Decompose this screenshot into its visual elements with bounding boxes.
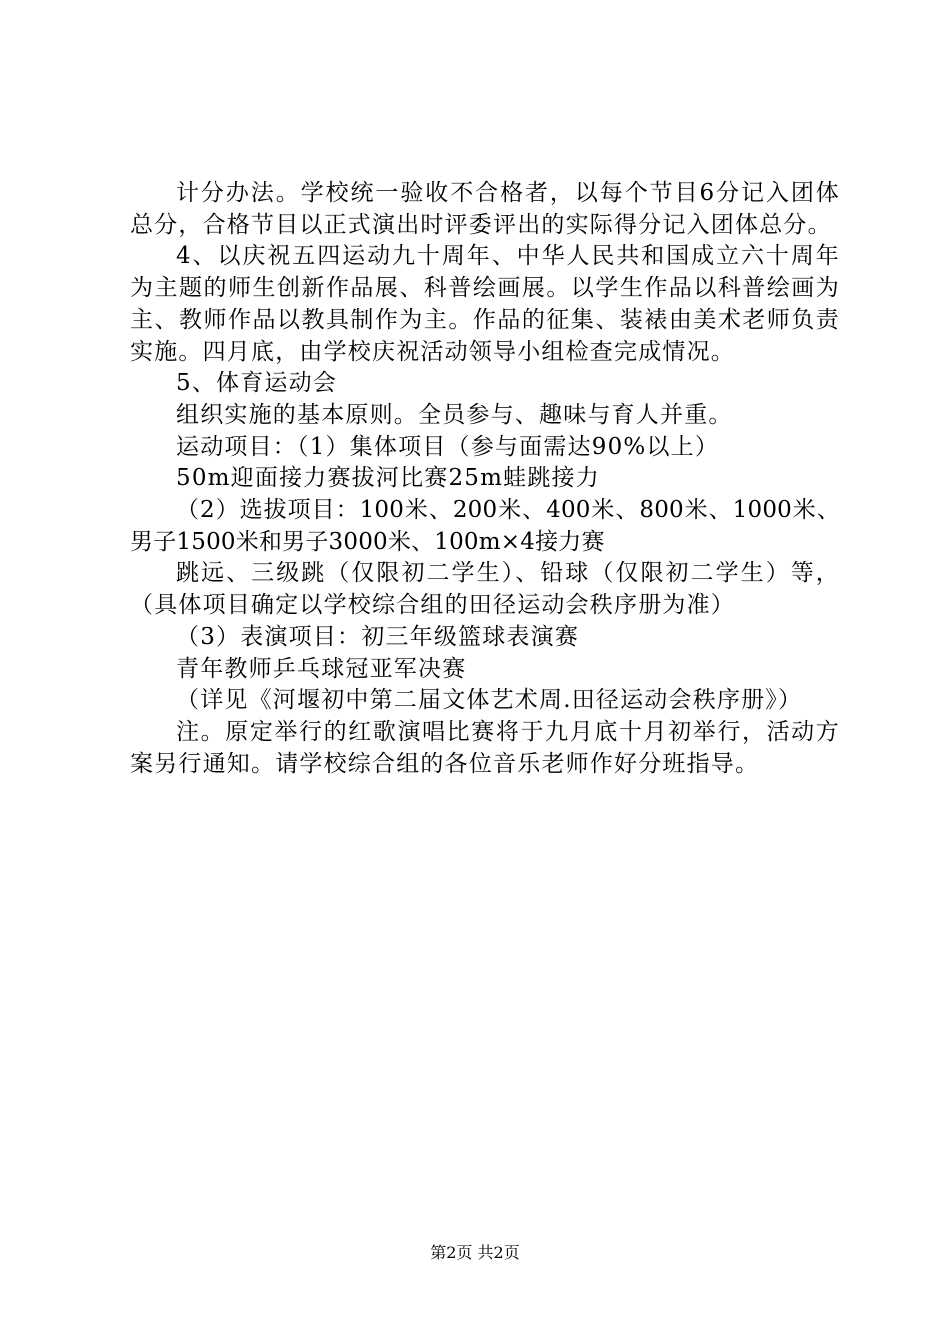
paragraph-group-events: 50m迎面接力赛拔河比赛25m蛙跳接力 bbox=[176, 465, 600, 492]
paragraph-note: 注。原定举行的红歌演唱比赛将于九月底十月初举行，活动方案另行通知。请学校综合组的各位音乐老师作好分班指导。 bbox=[130, 718, 840, 777]
paragraph-scoring-method: 计分办法。学校统一验收不合格者，以每个节目6分记入团体总分，合格节目以正式演出时评委评出的实际得分记入团体总分。 bbox=[130, 180, 840, 238]
paragraph-basic-principle: 组织实施的基本原则。全员参与、趣味与育人并重。 bbox=[176, 401, 733, 428]
paragraph-art-exhibition: 4、以庆祝五四运动九十周年、中华人民共和国成立六十周年为主题的师生创新作品展、科普绘画展。以学生作品以科普绘画为主、教师作品以教具制作为主。作品的征集、装裱由美术老师负责实施。四月底，由学校庆祝活动领导小组检查完成情况。 bbox=[130, 243, 840, 365]
page-footer bbox=[0, 1243, 950, 1263]
paragraph-table-tennis: 青年教师乒乓球冠亚军决赛 bbox=[176, 655, 467, 682]
paragraph-field-events: 跳远、三级跳（仅限初二学生）、铅球（仅限初二学生）等，（具体项目确定以学校综合组的田径运动会秩序册为准） bbox=[130, 560, 840, 619]
paragraph-performance-events: （3）表演项目：初三年级篮球表演赛 bbox=[176, 623, 580, 650]
paragraph-sports-items: 运动项目：（1）集体项目（参与面需达90%以上） bbox=[176, 433, 720, 460]
paragraph-selection-events: （2）选拔项目：100米、200米、400米、800米、1000米、男子1500米和男子3000米、100m×4接力赛 bbox=[130, 497, 840, 555]
paragraph-sports-meet-heading: 5、体育运动会 bbox=[176, 370, 338, 397]
paragraph-see-program: （详见《河堰初中第二届文体艺术周.田径运动会秩序册》） bbox=[176, 687, 803, 714]
page-total: 共2页 bbox=[477, 1243, 520, 1262]
document-body bbox=[130, 178, 840, 780]
page-number: 第2页 bbox=[430, 1243, 473, 1262]
